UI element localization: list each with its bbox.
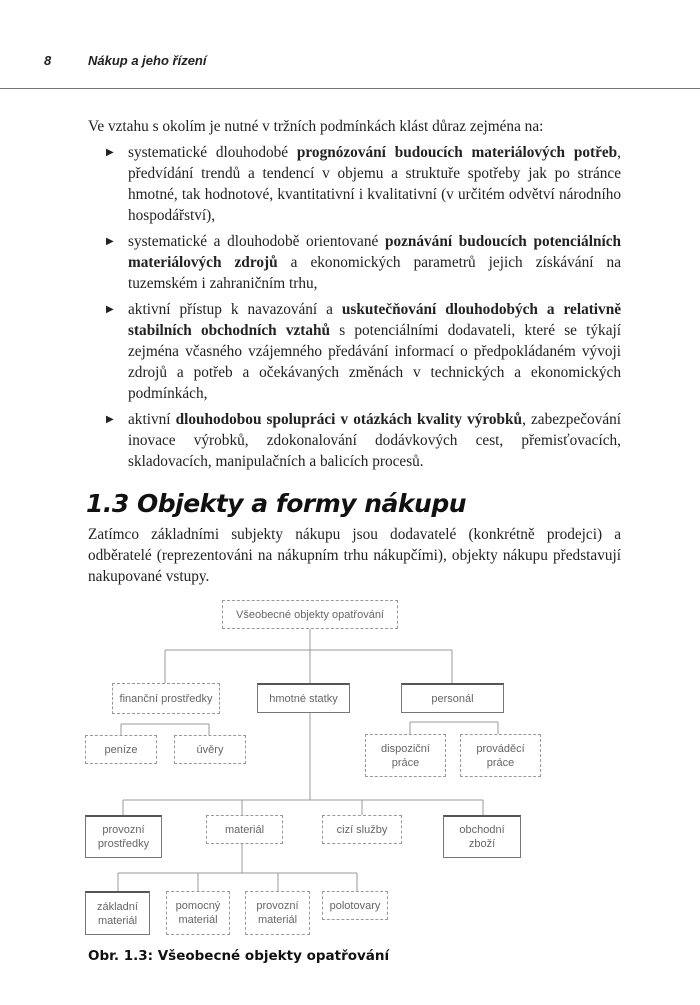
org-diagram <box>0 593 700 939</box>
node-material: materiál <box>206 815 283 844</box>
node-hmotne-statky: hmotné statky <box>257 683 350 713</box>
node-cizi-sluzby: cizí služby <box>322 815 402 844</box>
node-financni-prostredky: finanční prostředky <box>112 683 220 714</box>
bullet-list <box>88 142 621 472</box>
list-item <box>88 231 621 294</box>
triangle-bullet-icon: ▶ <box>106 236 114 247</box>
emphasis: uskutečňování dlouhodobých a relativně stabilních obchodních vztahů <box>128 301 622 339</box>
node-personal: personál <box>401 683 504 713</box>
list-item <box>88 299 621 404</box>
text: systematické dlouhodobé <box>128 144 297 161</box>
node-obchodni-zbozi: obchodní zboží <box>443 815 521 858</box>
text: , předvídání trendů a tendencí v objemu a struktuře spotřeby jak po stránce hmotné, tak hodnotové, kvantitativní i kvalitativní (v určitém odvětví národního hospodářství), <box>128 144 621 224</box>
triangle-bullet-icon: ▶ <box>106 147 114 158</box>
section-heading: 1.3 Objekty a formy nákupu <box>86 489 467 518</box>
triangle-bullet-icon: ▶ <box>106 304 114 315</box>
text: , zabezpečování inovace výrobků, zdokonalování dodávkových cest, přemisťovacích, skladovacích, manipulačních a balicích procesů. <box>128 411 622 470</box>
section-paragraph: Zatímco základními subjekty nákupu jsou dodavatelé (konkrétně prodejci) a odběratelé (reprezentováni na nákupním trhu nákupčími), objekty nákupu představují nakupované vstupy. <box>88 526 621 585</box>
node-provadeci-prace: prováděcí práce <box>460 734 541 777</box>
text: s potenciálními dodavateli, které se týkají zejména včasného vzájemného předávání informací o předpokládaném vývoji zdrojů a potřeb a očekávaných změnách v technických a ekonomických podmínkách, <box>128 322 621 402</box>
emphasis: poznávání budoucích potenciálních materiálových zdrojů <box>128 233 621 271</box>
intro-block <box>88 116 621 472</box>
text: aktivní <box>128 411 176 428</box>
emphasis: prognózování budoucích materiálových potřeb <box>296 144 618 161</box>
list-item <box>88 409 621 472</box>
header-rule <box>0 88 700 89</box>
page-number: 8 <box>44 53 52 68</box>
triangle-bullet-icon: ▶ <box>106 414 114 425</box>
diagram-connectors <box>0 593 700 939</box>
node-penize: peníze <box>85 735 157 764</box>
node-zakladni-material: základní materiál <box>85 891 150 935</box>
text: aktivní přístup k navazování a <box>128 301 342 318</box>
node-provozni-material: provozní materiál <box>245 891 310 935</box>
node-polotovary: polotovary <box>322 891 388 920</box>
emphasis: dlouhodobou spolupráci v otázkách kvality výrobků <box>175 411 523 428</box>
text: a ekonomických parametrů jejich získávání na tuzemském i zahraničním trhu, <box>128 254 621 292</box>
node-uvery: úvěry <box>174 735 246 764</box>
text: systematické a dlouhodobě orientované <box>128 233 385 250</box>
node-dispozicni-prace: dispoziční práce <box>365 734 446 777</box>
page-content <box>88 116 621 1005</box>
node-provozni-prostredky: provozní prostředky <box>85 815 162 858</box>
node-pomocny-material: pomocný materiál <box>166 891 230 935</box>
node-root: Všeobecné objekty opatřování <box>222 600 398 629</box>
running-header-title: Nákup a jeho řízení <box>88 53 207 68</box>
list-item <box>88 142 621 226</box>
figure-caption: Obr. 1.3: Všeobecné objekty opatřování <box>88 948 390 964</box>
intro-text: Ve vztahu s okolím je nutné v tržních podmínkách klást důraz zejména na: <box>88 118 544 135</box>
